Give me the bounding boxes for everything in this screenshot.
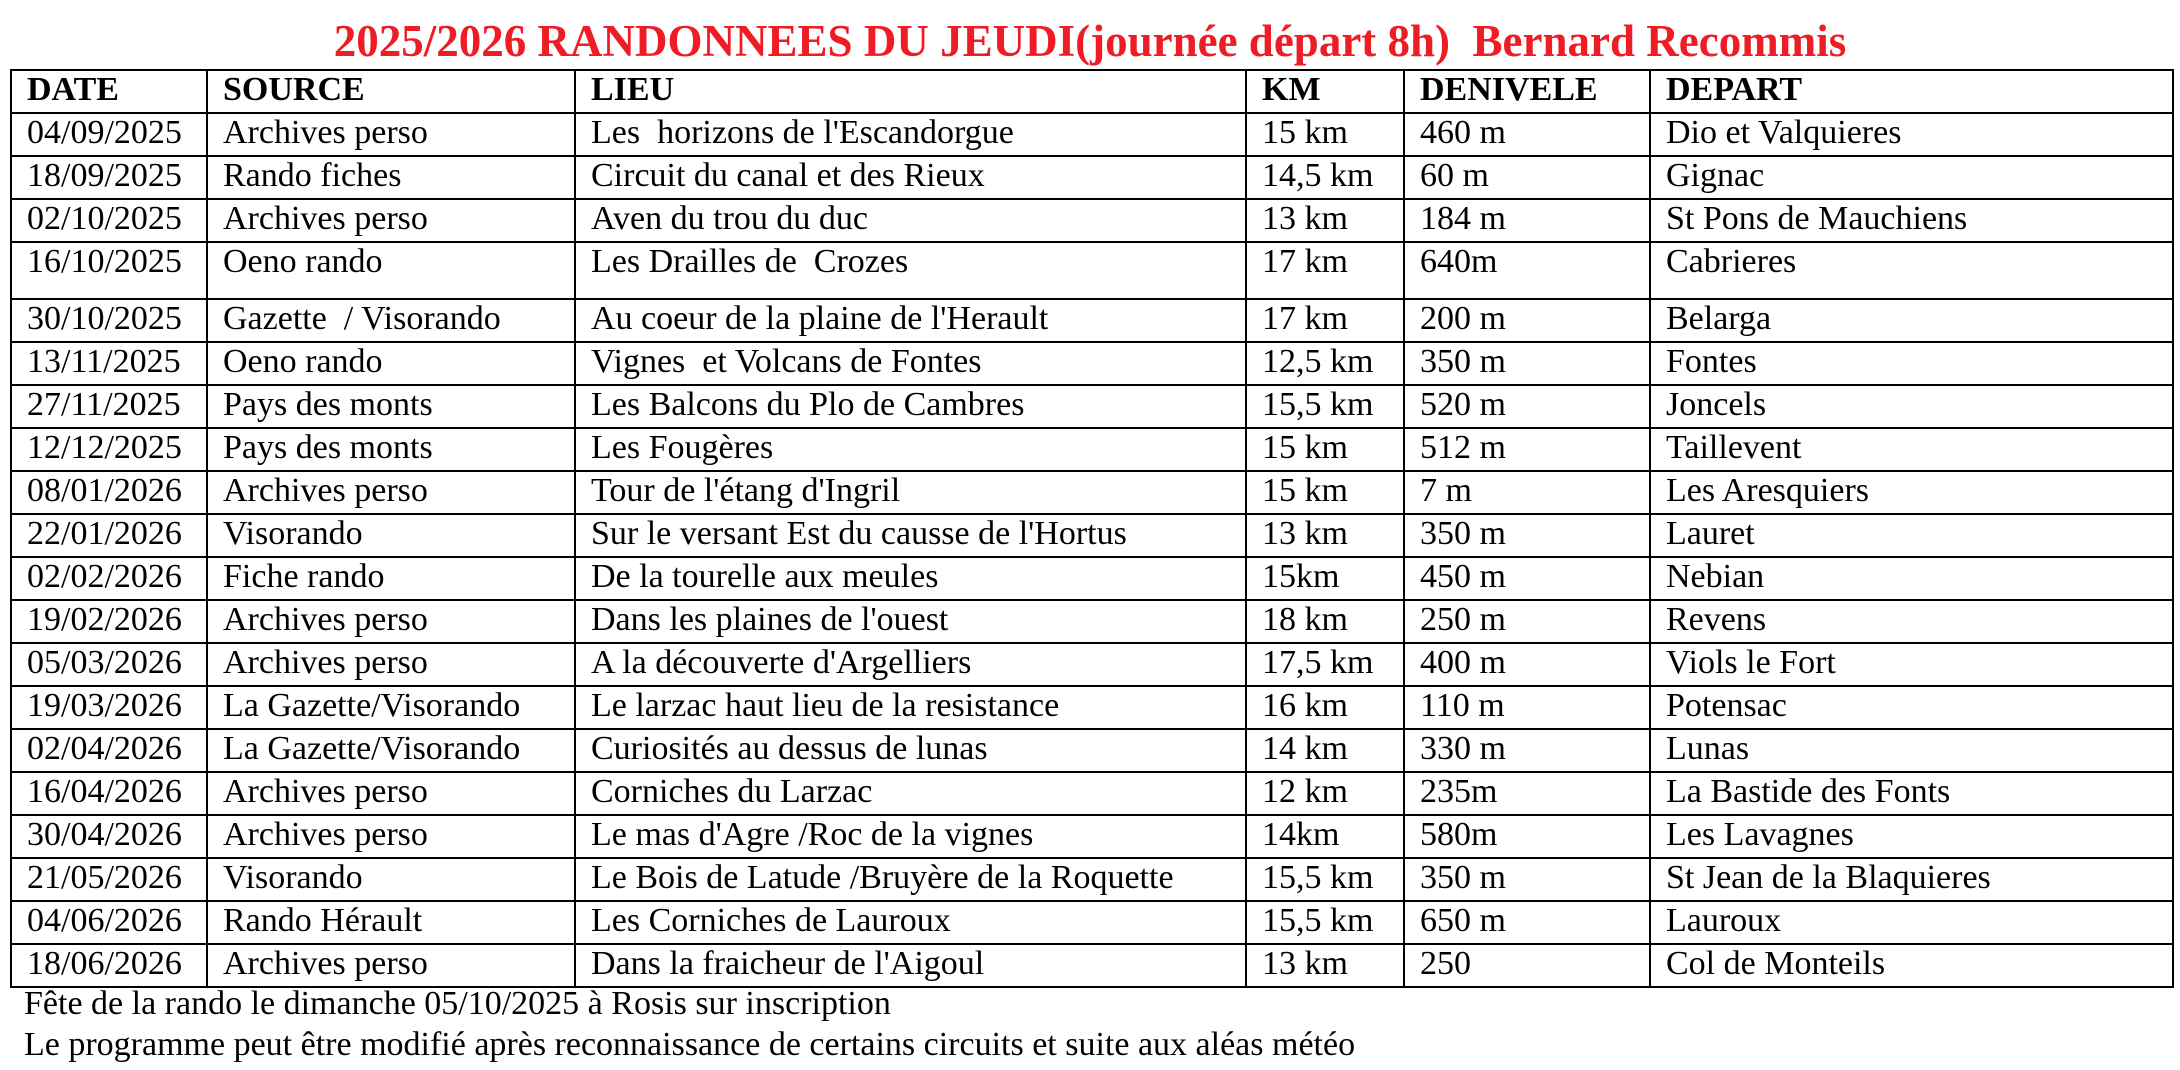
table-row <box>11 858 2173 901</box>
cell-lieu: A la découverte d'Argelliers <box>575 643 1246 686</box>
cell-date: 19/03/2026 <box>11 686 207 729</box>
cell-date: 08/01/2026 <box>11 471 207 514</box>
cell-denivele: 235m <box>1404 772 1650 815</box>
cell-lieu: Circuit du canal et des Rieux <box>575 156 1246 199</box>
cell-depart: Lunas <box>1650 729 2173 772</box>
header-depart: DEPART <box>1650 70 2173 113</box>
cell-source: Oeno rando <box>207 342 575 385</box>
table-header-row <box>11 70 2173 113</box>
table-row <box>11 299 2173 342</box>
cell-denivele: 350 m <box>1404 514 1650 557</box>
cell-denivele: 400 m <box>1404 643 1650 686</box>
table-row <box>11 643 2173 686</box>
cell-date: 27/11/2025 <box>11 385 207 428</box>
cell-lieu: Dans la fraicheur de l'Aigoul <box>575 944 1246 987</box>
cell-km: 17 km <box>1246 242 1404 299</box>
table-row <box>11 156 2173 199</box>
cell-denivele: 350 m <box>1404 858 1650 901</box>
cell-source: Rando Hérault <box>207 901 575 944</box>
cell-km: 12 km <box>1246 772 1404 815</box>
table-row <box>11 557 2173 600</box>
cell-source: Visorando <box>207 514 575 557</box>
cell-depart: Cabrieres <box>1650 242 2173 299</box>
cell-km: 13 km <box>1246 944 1404 987</box>
cell-depart: Fontes <box>1650 342 2173 385</box>
table-row <box>11 944 2173 987</box>
cell-date: 16/10/2025 <box>11 242 207 299</box>
cell-depart: St Pons de Mauchiens <box>1650 199 2173 242</box>
cell-date: 02/02/2026 <box>11 557 207 600</box>
table-row <box>11 815 2173 858</box>
cell-depart: Viols le Fort <box>1650 643 2173 686</box>
cell-date: 12/12/2025 <box>11 428 207 471</box>
cell-depart: Joncels <box>1650 385 2173 428</box>
cell-depart: Dio et Valquieres <box>1650 113 2173 156</box>
cell-depart: Gignac <box>1650 156 2173 199</box>
cell-date: 18/06/2026 <box>11 944 207 987</box>
cell-denivele: 512 m <box>1404 428 1650 471</box>
cell-date: 19/02/2026 <box>11 600 207 643</box>
cell-source: Archives perso <box>207 471 575 514</box>
cell-km: 17 km <box>1246 299 1404 342</box>
cell-source: Archives perso <box>207 772 575 815</box>
cell-denivele: 460 m <box>1404 113 1650 156</box>
cell-source: Archives perso <box>207 600 575 643</box>
cell-denivele: 7 m <box>1404 471 1650 514</box>
cell-date: 30/04/2026 <box>11 815 207 858</box>
cell-source: Pays des monts <box>207 428 575 471</box>
table-row <box>11 113 2173 156</box>
cell-date: 02/04/2026 <box>11 729 207 772</box>
cell-date: 13/11/2025 <box>11 342 207 385</box>
header-km: KM <box>1246 70 1404 113</box>
table-row <box>11 199 2173 242</box>
cell-km: 15 km <box>1246 471 1404 514</box>
table-row <box>11 514 2173 557</box>
cell-km: 15km <box>1246 557 1404 600</box>
cell-source: Gazette / Visorando <box>207 299 575 342</box>
cell-source: Archives perso <box>207 944 575 987</box>
cell-denivele: 640m <box>1404 242 1650 299</box>
cell-date: 04/06/2026 <box>11 901 207 944</box>
note-rando-festival: Fête de la rando le dimanche 05/10/2025 à Rosis sur inscription <box>24 985 891 1022</box>
cell-lieu: Tour de l'étang d'Ingril <box>575 471 1246 514</box>
table-row <box>11 428 2173 471</box>
cell-denivele: 520 m <box>1404 385 1650 428</box>
cell-km: 15,5 km <box>1246 385 1404 428</box>
cell-source: Archives perso <box>207 113 575 156</box>
cell-date: 18/09/2025 <box>11 156 207 199</box>
cell-km: 15 km <box>1246 428 1404 471</box>
cell-lieu: Les Corniches de Lauroux <box>575 901 1246 944</box>
page-title: 2025/2026 RANDONNEES DU JEUDI(journée départ 8h) Bernard Recommis <box>333 16 1847 66</box>
note-program-disclaimer: Le programme peut être modifié après reconnaissance de certains circuits et suite aux aléas météo <box>24 1026 1356 1063</box>
cell-depart: St Jean de la Blaquieres <box>1650 858 2173 901</box>
cell-source: Fiche rando <box>207 557 575 600</box>
header-date: DATE <box>11 70 207 113</box>
cell-source: Rando fiches <box>207 156 575 199</box>
cell-source: La Gazette/Visorando <box>207 729 575 772</box>
cell-km: 14km <box>1246 815 1404 858</box>
schedule-table <box>10 69 2174 988</box>
table-row <box>11 600 2173 643</box>
cell-source: Archives perso <box>207 199 575 242</box>
cell-lieu: Les horizons de l'Escandorgue <box>575 113 1246 156</box>
cell-date: 22/01/2026 <box>11 514 207 557</box>
cell-depart: Lauret <box>1650 514 2173 557</box>
cell-km: 18 km <box>1246 600 1404 643</box>
table-row <box>11 772 2173 815</box>
cell-km: 14,5 km <box>1246 156 1404 199</box>
cell-lieu: Le Bois de Latude /Bruyère de la Roquette <box>575 858 1246 901</box>
table-row <box>11 471 2173 514</box>
table-row <box>11 686 2173 729</box>
cell-denivele: 184 m <box>1404 199 1650 242</box>
cell-lieu: Le larzac haut lieu de la resistance <box>575 686 1246 729</box>
cell-denivele: 60 m <box>1404 156 1650 199</box>
cell-source: Archives perso <box>207 815 575 858</box>
cell-date: 16/04/2026 <box>11 772 207 815</box>
cell-lieu: Corniches du Larzac <box>575 772 1246 815</box>
cell-depart: Potensac <box>1650 686 2173 729</box>
cell-depart: Col de Monteils <box>1650 944 2173 987</box>
table-row <box>11 729 2173 772</box>
cell-denivele: 350 m <box>1404 342 1650 385</box>
cell-km: 12,5 km <box>1246 342 1404 385</box>
cell-lieu: Au coeur de la plaine de l'Herault <box>575 299 1246 342</box>
table-row <box>11 901 2173 944</box>
cell-date: 02/10/2025 <box>11 199 207 242</box>
cell-km: 15,5 km <box>1246 901 1404 944</box>
cell-km: 13 km <box>1246 514 1404 557</box>
cell-date: 04/09/2025 <box>11 113 207 156</box>
cell-lieu: Vignes et Volcans de Fontes <box>575 342 1246 385</box>
cell-lieu: Les Balcons du Plo de Cambres <box>575 385 1246 428</box>
cell-km: 14 km <box>1246 729 1404 772</box>
cell-denivele: 250 m <box>1404 600 1650 643</box>
cell-source: La Gazette/Visorando <box>207 686 575 729</box>
cell-km: 17,5 km <box>1246 643 1404 686</box>
cell-depart: Lauroux <box>1650 901 2173 944</box>
cell-depart: Revens <box>1650 600 2173 643</box>
cell-depart: Taillevent <box>1650 428 2173 471</box>
cell-depart: Les Aresquiers <box>1650 471 2173 514</box>
cell-lieu: Curiosités au dessus de lunas <box>575 729 1246 772</box>
cell-lieu: Sur le versant Est du causse de l'Hortus <box>575 514 1246 557</box>
cell-date: 30/10/2025 <box>11 299 207 342</box>
table-row <box>11 242 2173 299</box>
header-lieu: LIEU <box>575 70 1246 113</box>
cell-lieu: Dans les plaines de l'ouest <box>575 600 1246 643</box>
cell-km: 15 km <box>1246 113 1404 156</box>
cell-depart: Les Lavagnes <box>1650 815 2173 858</box>
table-row <box>11 385 2173 428</box>
cell-lieu: Aven du trou du duc <box>575 199 1246 242</box>
cell-date: 21/05/2026 <box>11 858 207 901</box>
cell-lieu: Les Fougères <box>575 428 1246 471</box>
cell-depart: La Bastide des Fonts <box>1650 772 2173 815</box>
cell-denivele: 650 m <box>1404 901 1650 944</box>
cell-source: Pays des monts <box>207 385 575 428</box>
cell-denivele: 330 m <box>1404 729 1650 772</box>
cell-lieu: De la tourelle aux meules <box>575 557 1246 600</box>
cell-lieu: Les Drailles de Crozes <box>575 242 1246 299</box>
cell-date: 05/03/2026 <box>11 643 207 686</box>
cell-denivele: 580m <box>1404 815 1650 858</box>
cell-denivele: 110 m <box>1404 686 1650 729</box>
table-row <box>11 342 2173 385</box>
cell-denivele: 450 m <box>1404 557 1650 600</box>
cell-source: Oeno rando <box>207 242 575 299</box>
cell-depart: Nebian <box>1650 557 2173 600</box>
cell-km: 16 km <box>1246 686 1404 729</box>
header-denivele: DENIVELE <box>1404 70 1650 113</box>
cell-km: 13 km <box>1246 199 1404 242</box>
cell-lieu: Le mas d'Agre /Roc de la vignes <box>575 815 1246 858</box>
cell-denivele: 200 m <box>1404 299 1650 342</box>
header-source: SOURCE <box>207 70 575 113</box>
cell-km: 15,5 km <box>1246 858 1404 901</box>
cell-denivele: 250 <box>1404 944 1650 987</box>
cell-source: Archives perso <box>207 643 575 686</box>
schedule-body <box>11 113 2173 987</box>
cell-source: Visorando <box>207 858 575 901</box>
cell-depart: Belarga <box>1650 299 2173 342</box>
